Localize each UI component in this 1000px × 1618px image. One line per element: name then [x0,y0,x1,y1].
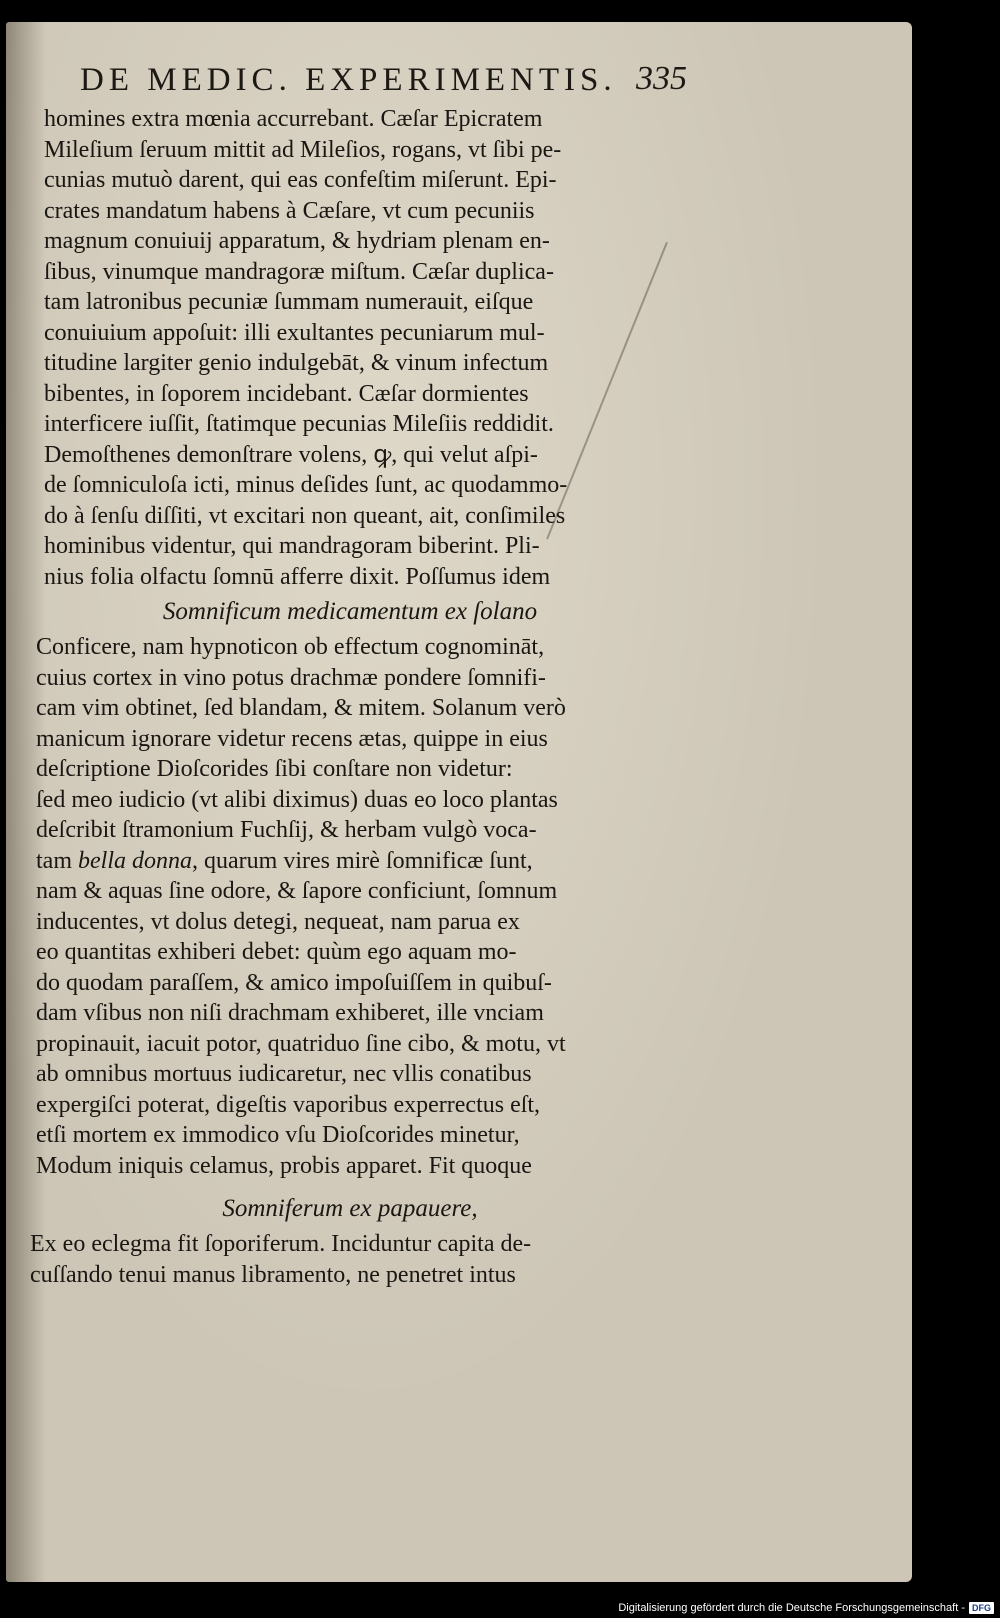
text-line: cam vim obtinet, ſed blandam, & mitem. Solanum verò [36,695,566,721]
text-fragment: tam [36,847,78,874]
text-line: magnum conuiuij apparatum, & hydriam plenam en- [44,228,550,254]
text-line: cunias mutuò darent, qui eas confeſtim miſerunt. Epi- [44,167,557,193]
text-line: dam vſibus non niſi drachmam exhiberet, ille vnciam [36,1000,544,1026]
text-line: titudine largiter genio indulgebāt, & vinum infectum [44,350,549,376]
text-line: propinauit, iacuit potor, quatriduo ſine cibo, & motu, vt [36,1030,566,1057]
text-line: manicum ignorare videtur recens ætas, quippe in eius [36,725,548,752]
text-line: ſibus, vinumque mandragoræ miſtum. Cæſar duplica- [44,258,554,285]
text-line: Modum iniquis celamus, probis apparet. Fit quoque [36,1152,532,1179]
text-line: nius folia olfactu ſomnū afferre dixit. Poſſumus idem [44,563,551,590]
running-head: DE MEDIC. EXPERIMENTIS. [80,62,617,98]
text-line: bibentes, in ſoporem incidebant. Cæſar dormientes [44,380,529,407]
section-heading: Somnificum medicamentum ex ſolano [162,598,538,625]
text-line: Ex eo eclegma fit ſoporiferum. Inciduntur capita de- [30,1231,532,1257]
text-line [36,846,670,877]
text-line: deſcribit ſtramonium Fuchſij, & herbam vulgò voca- [36,817,537,843]
text-line: expergiſci poterat, digeſtis vaporibus experrectus eſt, [36,1091,541,1118]
text-line: Demoſthenes demonſtrare volens, ꝙ, qui velut aſpi- [44,441,538,468]
paragraph-3 [30,1229,670,1290]
text-line: eo quantitas exhiberi debet: quùm ego aquam mo- [36,939,517,965]
text-line: interficere iuſſit, ſtatimque pecunias Mileſiis reddidit. [44,411,554,437]
body-text [30,104,670,1290]
section-heading: Somniferum ex papauere, [222,1195,478,1222]
text-line: crates mandatum habens à Cæſare, vt cum pecuniis [44,197,535,224]
text-line: inducentes, vt dolus detegi, nequeat, nam parua ex [36,908,520,935]
text-line: do quodam paraſſem, & amico impoſuiſſem in quibuſ- [36,969,552,996]
italic-term: bella donna [78,847,192,874]
text-line: Mileſium ſeruum mittit ad Mileſios, rogans, vt ſibi pe- [44,136,562,163]
text-line: cuius cortex in vino potus drachmæ pondere ſomnifi- [36,664,546,691]
text-line: de ſomniculoſa icti, minus deſides ſunt, ac quodammo- [44,472,568,498]
text-line: Conficere, nam hypnoticon ob effectum cognomināt, [36,634,545,660]
footer-text: Digitalisierung gefördert durch die Deutsche Forschungsgemeinschaft - [618,1602,965,1614]
text-line: homines extra mœnia accurrebant. Cæſar Epicratem [44,106,543,132]
text-line: tam latronibus pecuniæ ſummam numerauit, eiſque [44,289,534,315]
text-line: ab omnibus mortuus iudicaretur, nec vllis conatibus [36,1061,532,1087]
text-line: cuſſando tenui manus libramento, ne penetret intus [30,1261,516,1288]
text-line: hominibus videntur, qui mandragoram biberint. Pli- [44,533,540,559]
digitization-footer [618,1602,994,1614]
text-line: conuiuium appoſuit: illi exultantes pecuniarum mul- [44,319,545,346]
page-number: 335 [636,60,687,97]
text-line: deſcriptione Dioſcorides ſibi conſtare non videtur: [36,756,513,782]
paragraph-1 [30,104,670,592]
text-line: ſed meo iudicio (vt alibi diximus) duas eo loco plantas [36,786,558,813]
text-line: do à ſenſu diſſiti, vt excitari non queant, ait, conſimiles [44,502,566,529]
text-fragment: , quarum vires mirè ſomnificæ ſunt, [192,847,533,874]
text-line: etſi mortem ex immodico vſu Dioſcorides minetur, [36,1122,520,1148]
paragraph-2 [30,632,670,1181]
text-line: nam & aquas ſine odore, & ſapore conficiunt, ſomnum [36,878,558,904]
dfg-logo: DFG [969,1602,994,1614]
